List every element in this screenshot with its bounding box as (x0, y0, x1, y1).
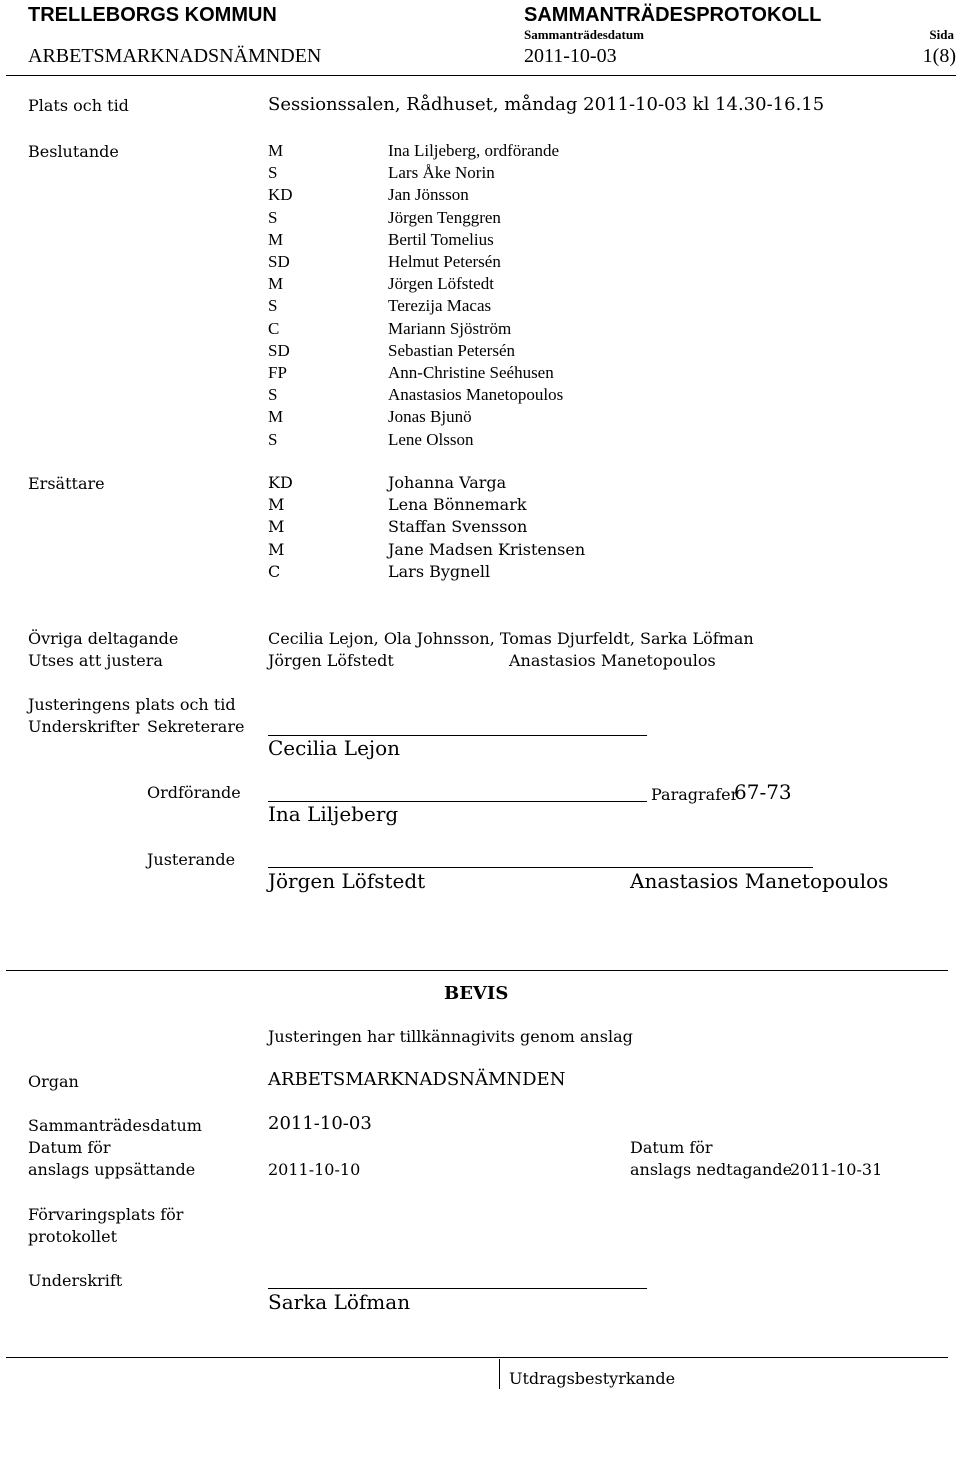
municipality-name: TRELLEBORGS KOMMUN (28, 4, 277, 26)
extract-certification: Utdragsbestyrkande (509, 1369, 676, 1388)
party: S (268, 385, 278, 405)
member-name: Jörgen Tenggren (388, 207, 501, 227)
members-label: Beslutande (28, 142, 119, 161)
substitute-name: Johanna Varga (388, 473, 507, 492)
member-name: Bertil Tomelius (388, 229, 494, 249)
party: KD (268, 473, 293, 492)
member-name: Ina Liljeberg, ordförande (388, 141, 560, 160)
party: M (268, 274, 284, 294)
substitute-name: Lena Bönnemark (388, 495, 527, 515)
party: S (268, 429, 278, 449)
bevis-text: Justeringen har tillkännagivits genom anslag (268, 1027, 633, 1046)
party: M (268, 229, 284, 249)
removed-label-line1: Datum för (630, 1138, 713, 1157)
party: KD (268, 185, 293, 205)
storage-label-line1: Förvaringsplats för (28, 1205, 184, 1224)
member-name: Lars Åke Norin (388, 163, 495, 183)
adjuster-second: Anastasios Manetopoulos (509, 651, 716, 670)
party: S (268, 296, 278, 316)
meeting-date: 2011-10-03 (524, 45, 617, 67)
party: C (268, 561, 281, 581)
chair-label: Ordförande (147, 783, 241, 802)
adjuster-name-1: Jörgen Löfstedt (268, 869, 426, 893)
bevis-title: BEVIS (444, 983, 509, 1004)
place-value: Sessionssalen, Rådhuset, måndag 2011-10-03 kl 14.30-16.15 (268, 94, 825, 115)
removed-date: 2011-10-31 (790, 1160, 883, 1179)
member-name: Ann-Christine Seéhusen (388, 363, 554, 382)
member-name: Sebastian Petersén (388, 340, 515, 360)
document-type: SAMMANTRÄDESPROTOKOLL (524, 4, 822, 26)
party: SD (268, 252, 290, 271)
posted-label-line2: anslags uppsättande (28, 1160, 196, 1179)
removed-label-line2: anslags nedtagande (630, 1160, 793, 1179)
meeting-date-label: Sammanträdesdatum (28, 1116, 202, 1135)
adjuster-name-2: Anastasios Manetopoulos (630, 869, 889, 893)
organ-value: ARBETSMARKNADSNÄMNDEN (268, 1069, 566, 1090)
member-name: Terezija Macas (388, 296, 492, 316)
substitutes-label: Ersättare (28, 474, 105, 493)
party: SD (268, 340, 290, 360)
organ-label: Organ (28, 1072, 79, 1091)
page-label: Sida (929, 27, 954, 42)
member-name: Helmut Petersén (388, 252, 501, 271)
signature-line (268, 1288, 647, 1289)
adjustment-place-label: Justeringens plats och tid (28, 695, 236, 714)
party: S (268, 163, 278, 183)
adjuster-label: Justerande (147, 850, 236, 869)
others-label: Övriga deltagande (28, 629, 179, 648)
paragraphs-range: 67-73 (734, 780, 792, 804)
storage-label-line2: protokollet (28, 1227, 118, 1246)
party: M (268, 495, 285, 515)
page-number: 1(8) (922, 45, 956, 67)
party: M (268, 141, 284, 160)
member-name: Jonas Bjunö (388, 407, 472, 427)
party: FP (268, 363, 287, 382)
party: S (268, 207, 278, 227)
substitute-name: Lars Bygnell (388, 561, 491, 581)
place-label: Plats och tid (28, 96, 129, 115)
signature-label: Underskrift (28, 1271, 123, 1290)
member-name: Lene Olsson (388, 429, 474, 449)
party: C (268, 318, 280, 338)
secretary-name: Cecilia Lejon (268, 736, 401, 760)
party: M (268, 539, 285, 559)
party: M (268, 407, 284, 427)
header-divider (6, 75, 956, 76)
date-label: Sammanträdesdatum (524, 27, 644, 42)
party: M (268, 517, 285, 537)
adjuster-first: Jörgen Löfstedt (268, 651, 394, 670)
signer-name: Sarka Löfman (268, 1290, 411, 1314)
signatures-label: Underskrifter (28, 717, 140, 736)
posted-date: 2011-10-10 (268, 1160, 361, 1179)
member-name: Mariann Sjöström (388, 318, 512, 338)
substitute-name: Jane Madsen Kristensen (388, 539, 586, 559)
substitute-name: Staffan Svensson (388, 517, 528, 537)
paragraphs-label: Paragrafer (651, 785, 739, 804)
member-name: Anastasios Manetopoulos (388, 385, 564, 405)
chair-name: Ina Liljeberg (268, 802, 399, 826)
bevis-divider (6, 970, 948, 971)
footer-divider (6, 1357, 948, 1358)
posted-label-line1: Datum för (28, 1138, 111, 1157)
board-name: ARBETSMARKNADSNÄMNDEN (28, 45, 322, 67)
adjusters-label: Utses att justera (28, 651, 163, 670)
others-value: Cecilia Lejon, Ola Johnsson, Tomas Djurfeldt, Sarka Löfman (268, 629, 754, 648)
adjuster-signature-line (268, 867, 813, 868)
member-name: Jörgen Löfstedt (388, 274, 494, 294)
member-name: Jan Jönsson (388, 185, 469, 205)
footer-vertical-divider (499, 1359, 500, 1389)
secretary-label: Sekreterare (147, 717, 245, 736)
meeting-date-value: 2011-10-03 (268, 1113, 372, 1134)
